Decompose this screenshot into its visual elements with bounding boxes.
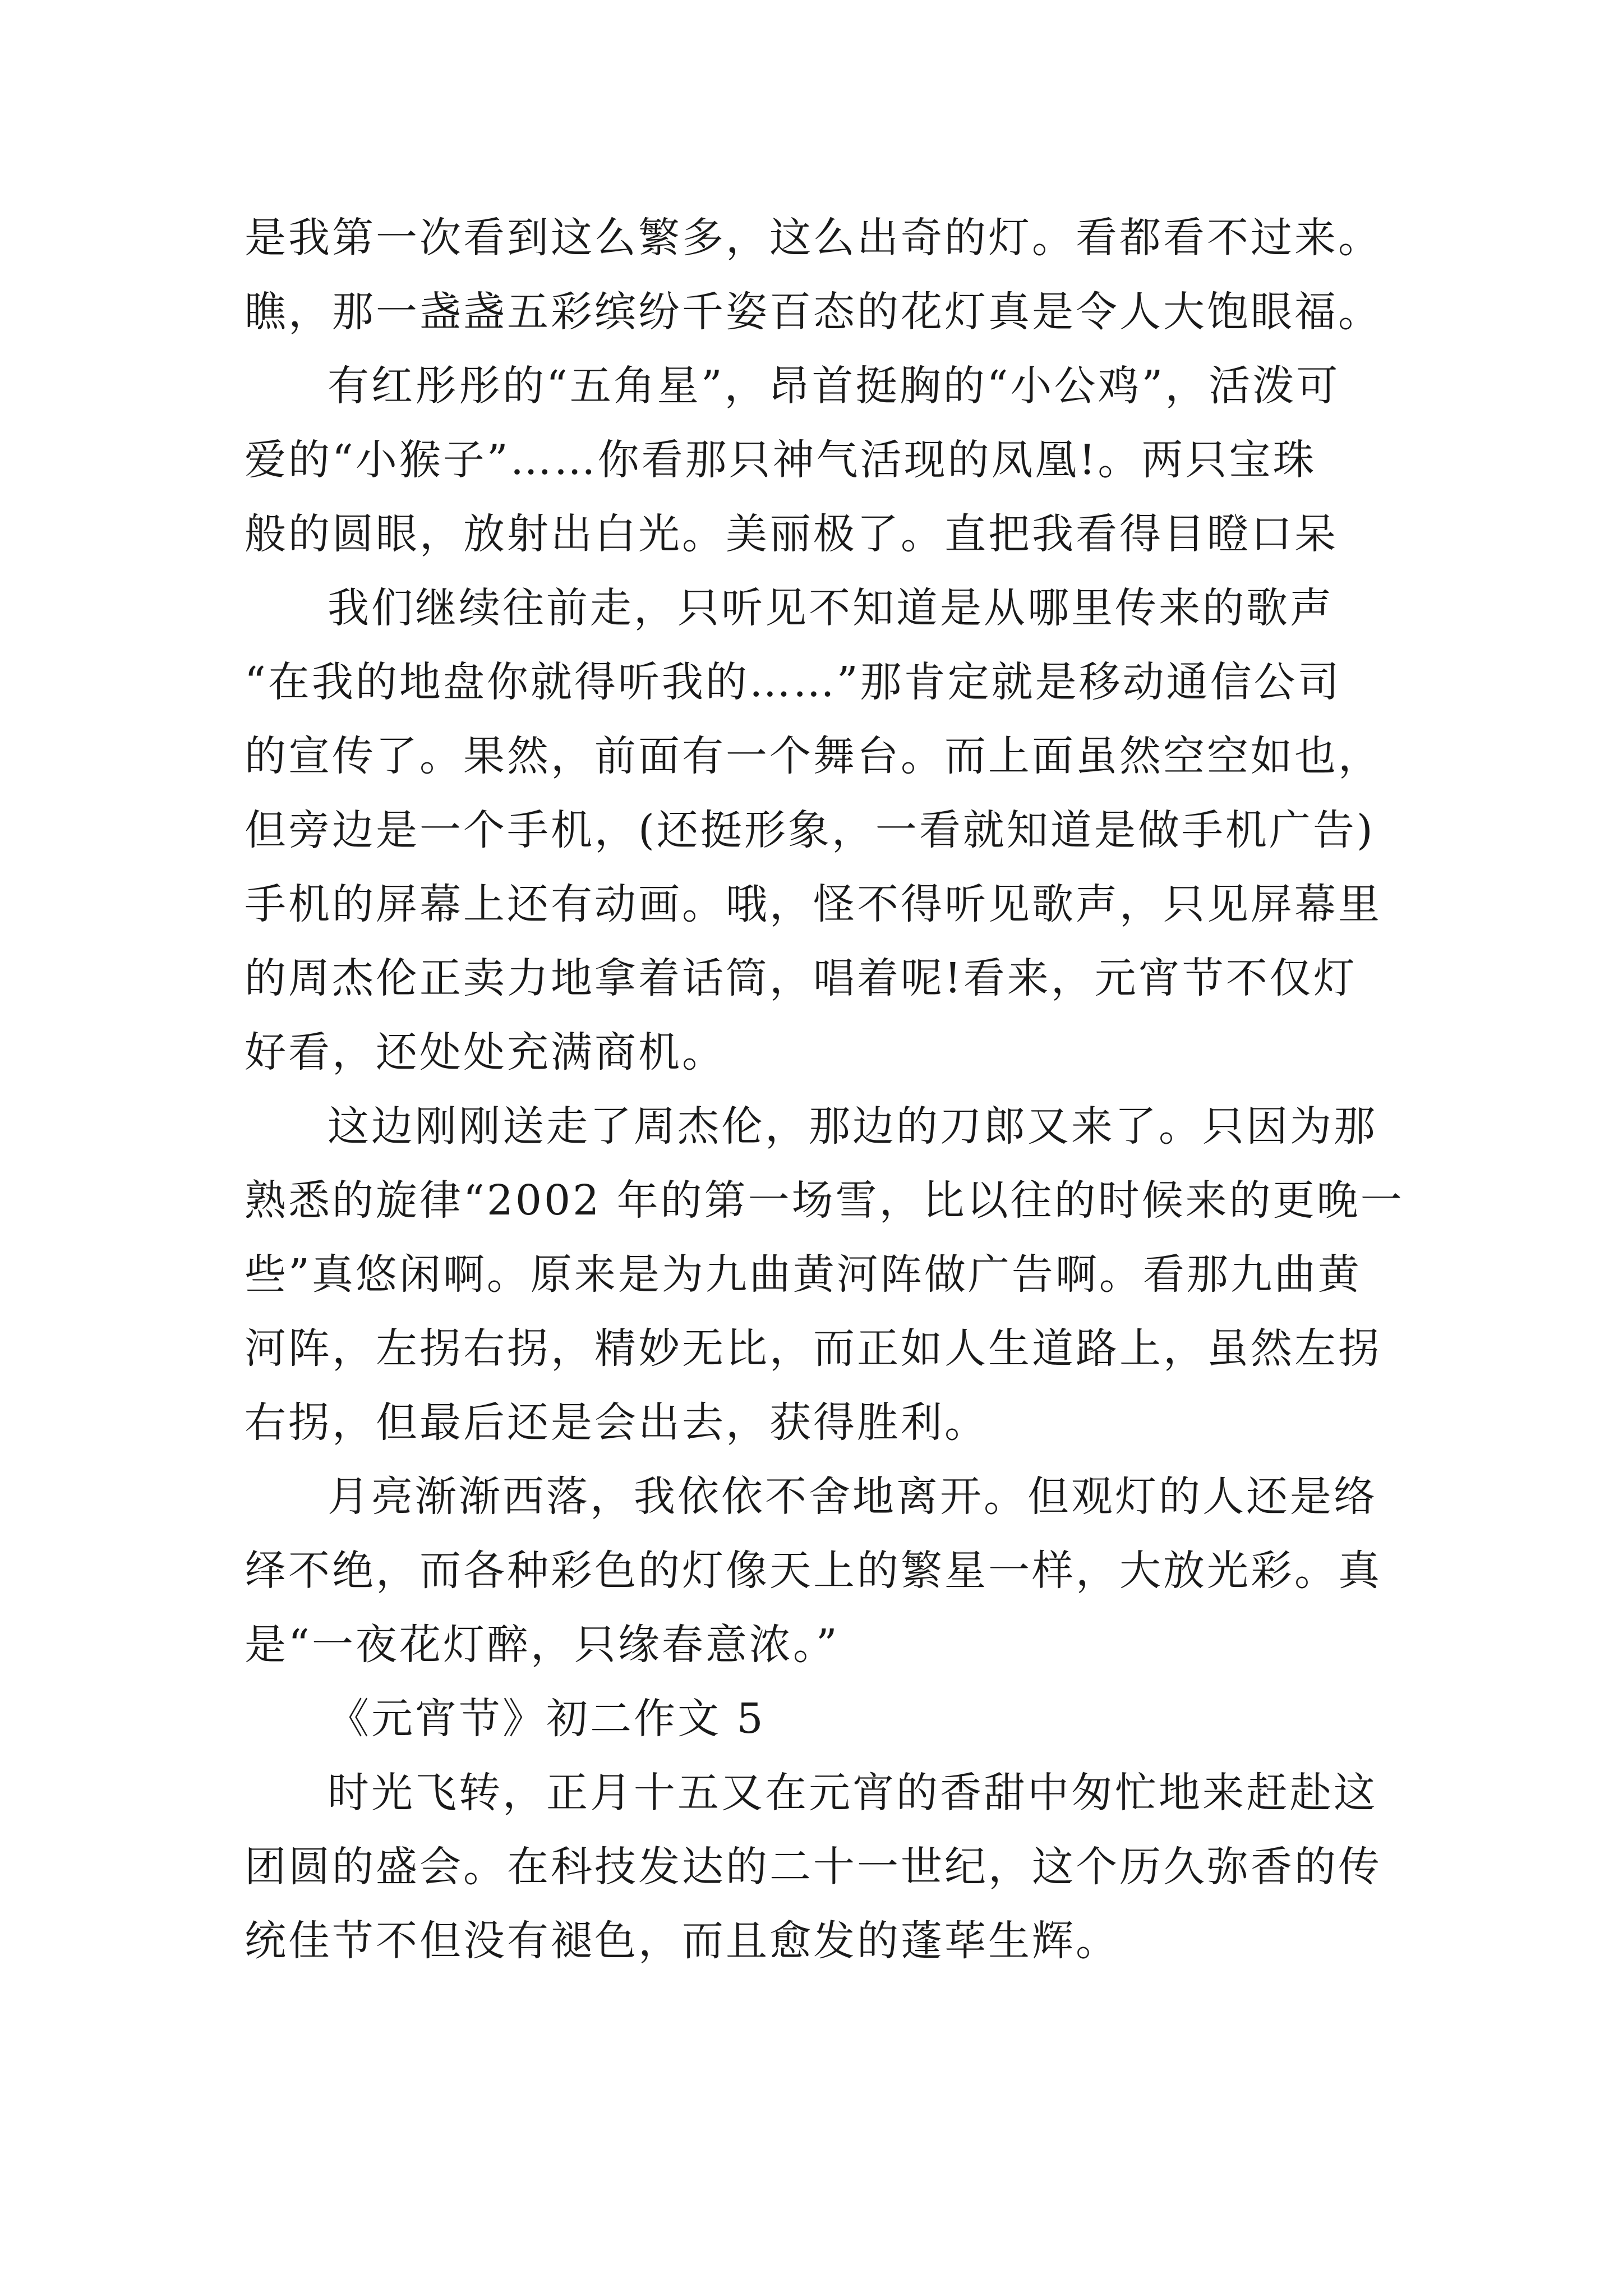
- text-line: 右拐，但最后还是会出去，获得胜利。: [245, 1398, 988, 1447]
- text-line: 手机的屏幕上还有动画。哦，怪不得听见歌声，只见屏幕里: [245, 880, 1382, 928]
- text-line: 但旁边是一个手机，(还挺形象，一看就知道是做手机广告): [245, 806, 1375, 854]
- text-line: 好看，还处处充满商机。: [245, 1028, 726, 1076]
- text-line: “在我的地盘你就得听我的……”那肯定就是移动通信公司: [245, 658, 1341, 706]
- text-line: 时光飞转，正月十五又在元宵的香甜中匆忙地来赶赴这: [328, 1769, 1377, 1817]
- text-line: 般的圆眼，放射出白光。美丽极了。直把我看得目瞪口呆: [245, 510, 1338, 558]
- paragraph-3: [245, 571, 1411, 1089]
- paragraph-4: [245, 1089, 1411, 1460]
- text-line: 团圆的盛会。在科技发达的二十一世纪，这个历久弥香的传: [245, 1843, 1382, 1891]
- text-line: 统佳节不但没有褪色，而且愈发的蓬荜生辉。: [245, 1917, 1119, 1965]
- text-line: 是我第一次看到这么繁多，这么出奇的灯。看都看不过来。: [245, 214, 1382, 262]
- paragraph-1: [245, 201, 1411, 349]
- text-line: 熟悉的旋律“2002 年的第一场雪，比以往的时候来的更晚一: [245, 1176, 1404, 1225]
- section-title: 《元宵节》初二作文 5: [328, 1695, 766, 1743]
- text-line: 河阵，左拐右拐，精妙无比，而正如人生道路上，虽然左拐: [245, 1324, 1382, 1373]
- text-line: 月亮渐渐西落，我依依不舍地离开。但观灯的人还是络: [328, 1473, 1377, 1521]
- paragraph-6: [245, 1756, 1411, 1978]
- paragraph-2: [245, 349, 1411, 571]
- text-line: 我们继续往前走，只听见不知道是从哪里传来的歌声: [328, 584, 1334, 632]
- text-line: 爱的“小猴子”……你看那只神气活现的凤凰!。两只宝珠: [245, 436, 1317, 484]
- essay-heading: [245, 1682, 1411, 1756]
- text-line: 绎不绝，而各种彩色的灯像天上的繁星一样，大放光彩。真: [245, 1547, 1382, 1595]
- text-line: 些”真悠闲啊。原来是为九曲黄河阵做广告啊。看那九曲黄: [245, 1250, 1362, 1299]
- text-line: 有红彤彤的“五角星”，昂首挺胸的“小公鸡”，活泼可: [328, 362, 1340, 410]
- text-line: 这边刚刚送走了周杰伦，那边的刀郎又来了。只因为那: [328, 1102, 1377, 1151]
- text-line: 瞧，那一盏盏五彩缤纷千姿百态的花灯真是令人大饱眼福。: [245, 288, 1382, 336]
- text-line: 的宣传了。果然，前面有一个舞台。而上面虽然空空如也，: [245, 732, 1382, 780]
- essay-body: [245, 201, 1411, 1978]
- paragraph-5: [245, 1460, 1411, 1682]
- text-line: 是“一夜花灯醉，只缘春意浓。”: [245, 1621, 840, 1669]
- text-line: 的周杰伦正卖力地拿着话筒，唱着呢!看来，元宵节不仅灯: [245, 954, 1357, 1002]
